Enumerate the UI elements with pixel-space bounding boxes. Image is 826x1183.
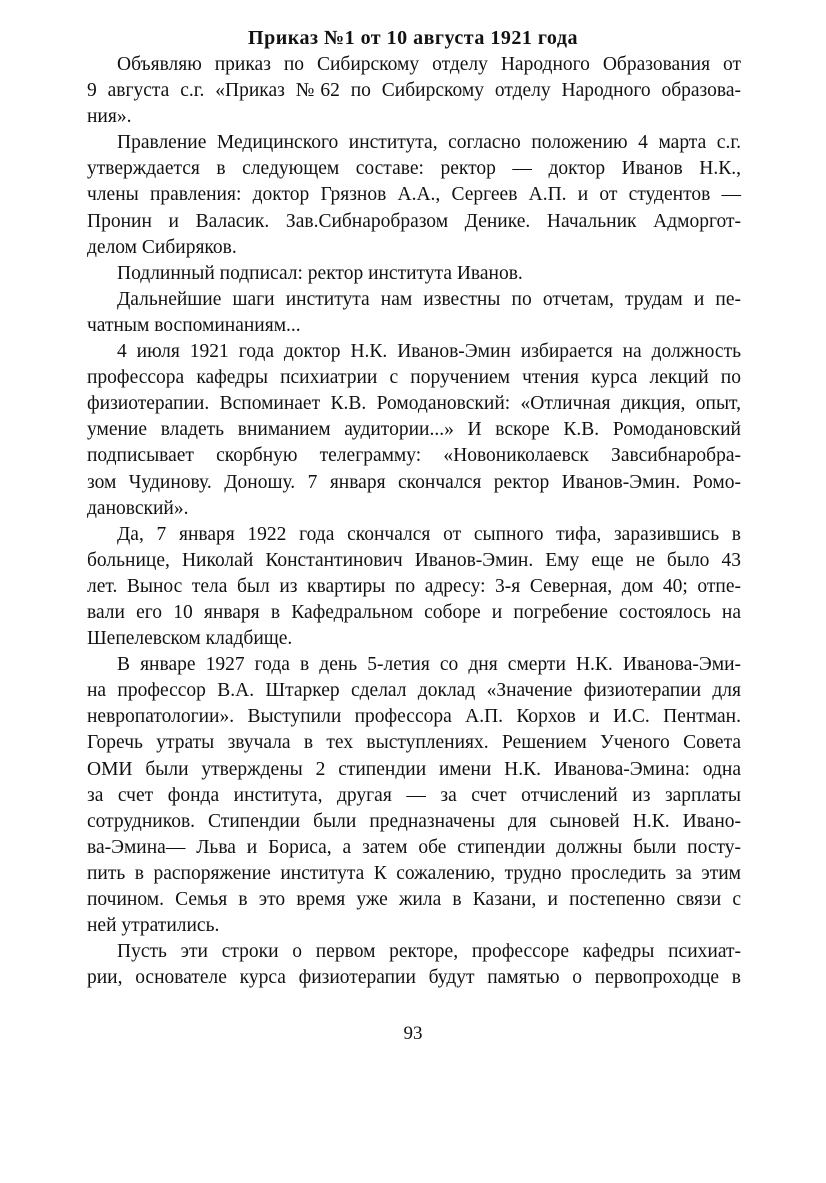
text-line: ва-Эмина— Льва и Бориса, а затем обе стипендии должны были посту- [87, 836, 741, 858]
text-line: Правление Медицинского института, согласно положению 4 марта с.г. [117, 132, 741, 154]
text-line: ОМИ были утверждены 2 стипендии имени Н.К. Иванова-Эмина: одна [87, 758, 741, 780]
text-line: физиотерапии. Вспоминает К.В. Ромодановский: «Отличная дикция, опыт, [87, 393, 741, 415]
text-line: ния». [87, 106, 132, 128]
text-line: 9 августа с.г. «Приказ №62 по Сибирскому отделу Народного образова- [87, 80, 741, 102]
text-line: Объявляю приказ по Сибирскому отделу Народного Образования от [117, 54, 741, 75]
paragraph [87, 522, 741, 652]
text-line: вали его 10 января в Кафедральном соборе и погребение состоялось на [87, 601, 741, 623]
paragraph [87, 261, 741, 287]
text-line: ней утратились. [87, 915, 220, 937]
text-line: Да, 7 января 1922 года скончался от сыпного тифа, заразившись в [117, 523, 741, 545]
paragraph [87, 130, 741, 260]
order-title: Приказ №1 от 10 августа 1921 года [248, 27, 578, 49]
paragraph [87, 652, 741, 939]
text-line: Дальнейшие шаги института нам известны по отчетам, трудам и пе- [117, 288, 741, 310]
text-line: лет. Вынос тела был из квартиры по адресу: 3-я Северная, дом 40; отпе- [87, 575, 741, 597]
text-line: 4 июля 1921 года доктор Н.К. Иванов-Эмин избирается на должность [117, 341, 741, 363]
text-line: рии, основателе курса физиотерапии будут памятью о первопроходце в [87, 967, 741, 989]
text-line: делом Сибиряков. [87, 236, 237, 258]
text-line: члены правления: доктор Грязнов А.А., Сергеев А.П. и от студентов — [87, 184, 741, 206]
paragraph [87, 287, 741, 339]
text-line: невропатологии». Выступили профессора А.П. Корхов и И.С. Пентман. [87, 706, 741, 728]
text-line: сотрудников. Стипендии были предназначены для сыновей Н.К. Ивано- [87, 810, 741, 832]
text-line: зом Чудинову. Доношу. 7 января скончался ректор Иванов-Эмин. Ромо- [87, 471, 741, 493]
text-line: за счет фонда института, другая — за счет отчислений из зарплаты [87, 784, 741, 806]
body-text [87, 52, 741, 991]
text-line: Шепелевском кладбище. [87, 628, 293, 650]
text-line: Пронин и Валасик. Зав.Сибнаробразом Денике. Начальник Адморгот- [87, 210, 741, 232]
text-line: дановский». [87, 497, 189, 519]
text-line: умение владеть вниманием аудитории...» И вскоре К.В. Ромодановский [87, 419, 741, 441]
text-line: профессора кафедры психиатрии с поручением чтения курса лекций по [87, 367, 741, 389]
text-line: Горечь утраты звучала в тех выступлениях. Решением Ученого Совета [87, 732, 741, 754]
text-line: чатным воспоминаниям... [87, 314, 301, 336]
paragraph [87, 339, 741, 522]
text-line: на профессор В.А. Штаркер сделал доклад «Значение физиотерапии для [87, 680, 741, 702]
text-line: почином. Семья в это время уже жила в Казани, и постепенно связи с [87, 889, 741, 910]
text-line: Пусть эти строки о первом ректоре, профессоре кафедры психиат- [117, 941, 741, 963]
text-line: Подлинный подписал: ректор института Иванов. [117, 262, 523, 284]
page-number: 93 [403, 1023, 423, 1044]
text-line: пить в распоряжение института К сожалению, трудно проследить за этим [87, 862, 741, 884]
text-line: В январе 1927 года в день 5-летия со дня смерти Н.К. Иванова-Эми- [117, 654, 741, 676]
paragraph [87, 52, 741, 130]
text-line: подписывает скорбную телеграмму: «Новониколаевск Завсибнаробра- [87, 445, 741, 467]
paragraph [87, 939, 741, 991]
text-line: больнице, Николай Константинович Иванов-Эмин. Ему еще не было 43 [87, 549, 741, 571]
text-line: утверждается в следующем составе: ректор — доктор Иванов Н.К., [87, 158, 741, 180]
